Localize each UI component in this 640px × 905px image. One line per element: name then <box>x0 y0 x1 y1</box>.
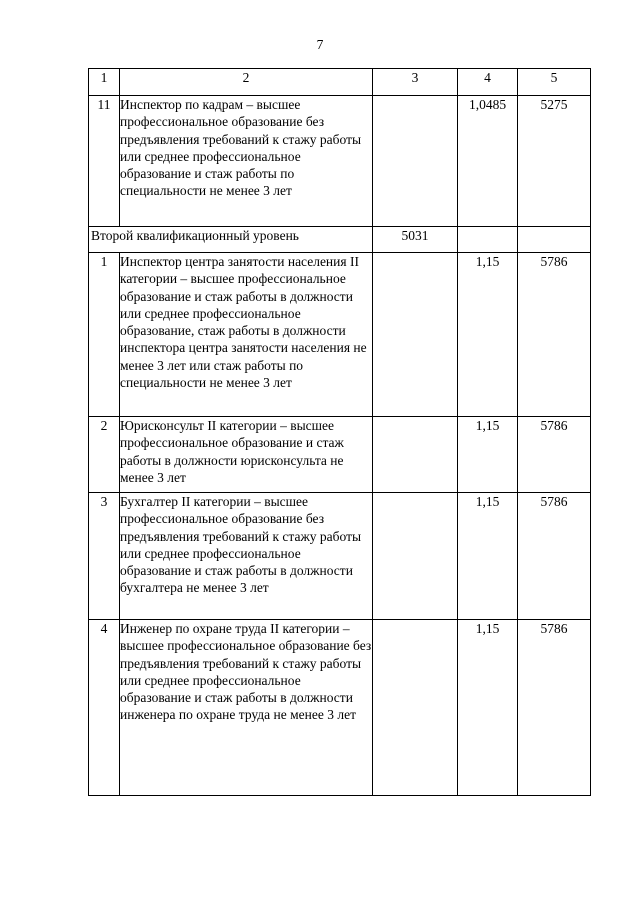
group-salary-cell <box>373 493 458 620</box>
salary-cell: 5786 <box>518 493 591 620</box>
table-row <box>89 96 591 227</box>
row-number: 11 <box>89 96 120 227</box>
coefficient-cell: 1,15 <box>458 253 518 417</box>
coefficient-cell: 1,15 <box>458 493 518 620</box>
position-description: Инспектор по кадрам – высшее профессиональное образование без предъявления требований к стажу работы или среднее профессиональное образование и стаж работы по специальности не менее 3 лет <box>120 96 373 227</box>
coefficient-cell: 1,15 <box>458 620 518 796</box>
coefficient-cell: 1,0485 <box>458 96 518 227</box>
coefficient-cell <box>458 227 518 253</box>
group-salary-cell <box>373 417 458 493</box>
table-row <box>89 417 591 493</box>
header-col-5: 5 <box>518 69 591 96</box>
group-salary-cell <box>373 96 458 227</box>
header-col-1: 1 <box>89 69 120 96</box>
salary-cell <box>518 227 591 253</box>
group-salary-cell <box>373 253 458 417</box>
salary-cell: 5786 <box>518 417 591 493</box>
row-number: 1 <box>89 253 120 417</box>
salary-cell: 5786 <box>518 253 591 417</box>
position-description: Юрисконсульт II категории – высшее профессиональное образование и стаж работы в должности юрисконсульта не менее 3 лет <box>120 417 373 493</box>
salary-cell: 5786 <box>518 620 591 796</box>
position-description: Бухгалтер II категории – высшее профессиональное образование без предъявления требований к стажу работы или среднее профессиональное образование и стаж работы в должности бухгалтера не менее 3 лет <box>120 493 373 620</box>
qualification-level-title: Второй квалификационный уровень <box>89 227 373 253</box>
header-col-3: 3 <box>373 69 458 96</box>
position-description: Инспектор центра занятости населения II категории – высшее профессиональное образование и стаж работы в должности или среднее профессиональное образование, стаж работы в должности инспектора центра занятости населения не менее 3 лет или стаж работы по специальности не менее 3 лет <box>120 253 373 417</box>
table-row <box>89 620 591 796</box>
coefficient-cell: 1,15 <box>458 417 518 493</box>
group-salary-cell <box>373 620 458 796</box>
row-number: 3 <box>89 493 120 620</box>
qualification-table <box>88 68 591 796</box>
row-number: 4 <box>89 620 120 796</box>
table-header-row <box>89 69 591 96</box>
base-salary-cell: 5031 <box>373 227 458 253</box>
header-col-2: 2 <box>120 69 373 96</box>
row-number: 2 <box>89 417 120 493</box>
page-number: 7 <box>316 37 324 52</box>
qualification-level-row <box>89 227 591 253</box>
salary-cell: 5275 <box>518 96 591 227</box>
header-col-4: 4 <box>458 69 518 96</box>
table-row <box>89 493 591 620</box>
table-row <box>89 253 591 417</box>
position-description: Инженер по охране труда II категории – высшее профессиональное образование без предъявления требований к стажу работы или среднее профессиональное образование и стаж работы в должности инженера по охране труда не менее 3 лет <box>120 620 373 796</box>
